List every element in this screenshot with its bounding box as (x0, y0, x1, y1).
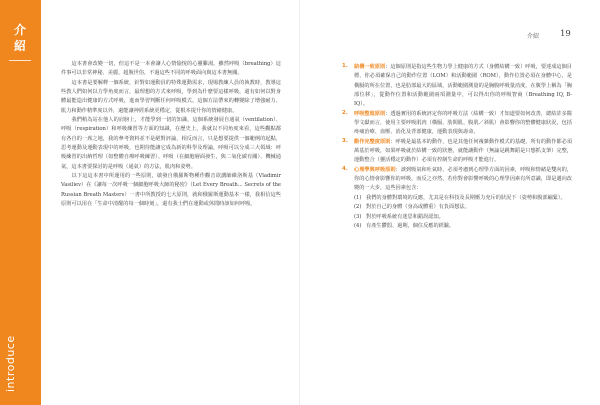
left-page-body (61, 60, 281, 210)
body-paragraph: 我們稍為站在他人的肩膀上，才能學到一切的知識，這個系統發展自通氣（ventilation）、呼吸（respiration）和呼吸練習等方面的知識，在歷史上，我就以不同角度來看，這些觀點都有各自的一席之地，我的參考資料並不是絕對評論，相反而言，只是想要提供一個範例的起點，思考運動及運動表現中的呼吸，也期待能讓它成為新的科學及理論。呼吸可以分成三大領域：呼吸練習的出納哲理（如整體自療呼吸練習）、呼吸（在細胞層面發生，與二氧化碳有關）、機械通氣，這本書要探討的是呼吸（通氣）的方法，肌肉和姿勢。 (61, 117, 281, 170)
principle-item (342, 63, 572, 110)
principle-number: 1. (342, 63, 348, 69)
factor-label: (1) (354, 194, 362, 201)
principle-item (342, 110, 572, 138)
factor-text: 對於自己的身體（身高或體重）有負面想法。 (366, 204, 470, 211)
factor-item (354, 194, 572, 203)
principle-number: 2. (342, 109, 348, 116)
sidebar-divider (9, 60, 31, 61)
factor-item (354, 203, 572, 212)
body-paragraph: 以下這這本書中所運用的一些原則，啟發自俄羅斯物種作觀音欲講師維洛斯基（Vladimir Vasiliev）在《讓每一次呼吸一個細胞呼吸大師的秘密》（Let Every Breath... Secrets of the Russian Breath Masters）一書中所教授的七大原則，就和俄羅斯運動基本一樣，我相信這些原則可以用在「生命中清醒的每一個時刻」，還有我士們在運動或休閒時該如何呼吸。 (61, 173, 281, 208)
factor-text: 有產生鬱悶、過期，個住反應的經驗。 (366, 222, 455, 229)
principle-number: 4. (342, 165, 348, 172)
factor-text: 對於呼吸系統有迷思和錯誤認知。 (366, 213, 444, 220)
right-page-body (342, 63, 572, 231)
principle-heading: 呼吸整進原則 (354, 110, 386, 117)
page-gutter (299, 0, 300, 405)
factor-item (354, 222, 572, 231)
chapter-title (6, 22, 34, 54)
principle-text: ：談到吸氣和吐氣時，必須考慮到心理學方面的因素，呼吸和情緒是雙向的，你的心情會影響你的呼吸，而反之亦然，若你對會影響呼吸的心理學因素有所意識，即是邁向改變的一大步，這些因素包含： (354, 166, 572, 192)
principle-heading: 心理學與呼吸原則 (354, 166, 396, 173)
body-paragraph: 這本書會改變一切，但這不是一本會讓人心情愉悅的心靈雞湯。雖然呼吸（breathing）這件事可以非常神秘、美麗，超脫世俗，不過這些不同的呼吸面向與這本書無關。 (61, 61, 281, 77)
principle-text: ：透過實用的系統評定你的呼吸方法（結構一致）才知道要如何改善，總結許多醫學文獻而言，使用主要呼吸肌肉（橫膈、肋間肌、腹肌／斜肌）會影響你的整體健康狀況，包括疼痛治療、血壓、消化及背部健康，運動表現與壽命。 (354, 110, 572, 136)
factor-label: (2) (354, 204, 362, 211)
page-number: 19 (560, 29, 571, 39)
running-head: 介紹 (527, 33, 540, 40)
chapter-title-char: 介 (13, 23, 26, 37)
factor-text: 我們的身體對環境的反應，尤其是在科技及長期壓力充斥的狀況下（姿勢和腹部繃緊）。 (366, 194, 566, 201)
page-header (510, 29, 585, 41)
factor-item (354, 213, 572, 222)
principle-text: ：呼吸是最基本的動作，也是其他任何複雜動作模式的基礎，所有的動作都必須萬基於呼吸，如果呼吸就於結構一致的狀態，就能讓動作（無論是跳舞蹈是只想抓支筆）完整，運動整合（靈活穩定的動作）必須有控制生命的呼吸才能進行。 (354, 138, 572, 164)
principle-item (342, 166, 572, 231)
factor-label: (3) (354, 213, 362, 220)
factor-label: (4) (354, 222, 362, 229)
principle-text: ：這個原則是指這些生物力學上健康的方式（身體結構一致）呼吸，要達成這個目標，你必須確保自己的動作位置（LOM）和活動範圍（ROM），動作位置必須在身體中心，是橫膈的所在位置，也是肋部最大的區域，活動範圍測量的是胸腹呼吸量消度，在腹學上稱為「胸部位移」，從動作位置和活動範圍兩項測量中，可以得出你的呼吸智商（Breathing IQ, B-IQ）。 (354, 64, 572, 108)
principle-item (342, 138, 572, 166)
chapter-title-char: 紹 (13, 39, 26, 53)
principle-heading: 動作完整度原則 (354, 138, 391, 145)
chapter-english-title: introduce (4, 335, 17, 392)
factor-list (354, 194, 572, 231)
principle-number: 3. (342, 137, 348, 144)
chapter-sidebar (0, 0, 41, 405)
principle-heading: 結構一致原則 (354, 64, 386, 70)
body-paragraph: 這本書是要解釋一個系統，針對如運動員的特殊運動需求，現場教練人員的執教時，教導這些教人們如何以力學角度而言，最理想的方式來呼吸，學到為什麼要這樣呼吸，還有如何以對身體最能造出健康的方式呼吸，進而學習判斷任何呼吸模式。這個方法帶來的轉變除了增強耐力、肌力和動作精準度以外，還能讓神經系統更穩定，從根本提升你的情緒健康。 (61, 79, 281, 114)
